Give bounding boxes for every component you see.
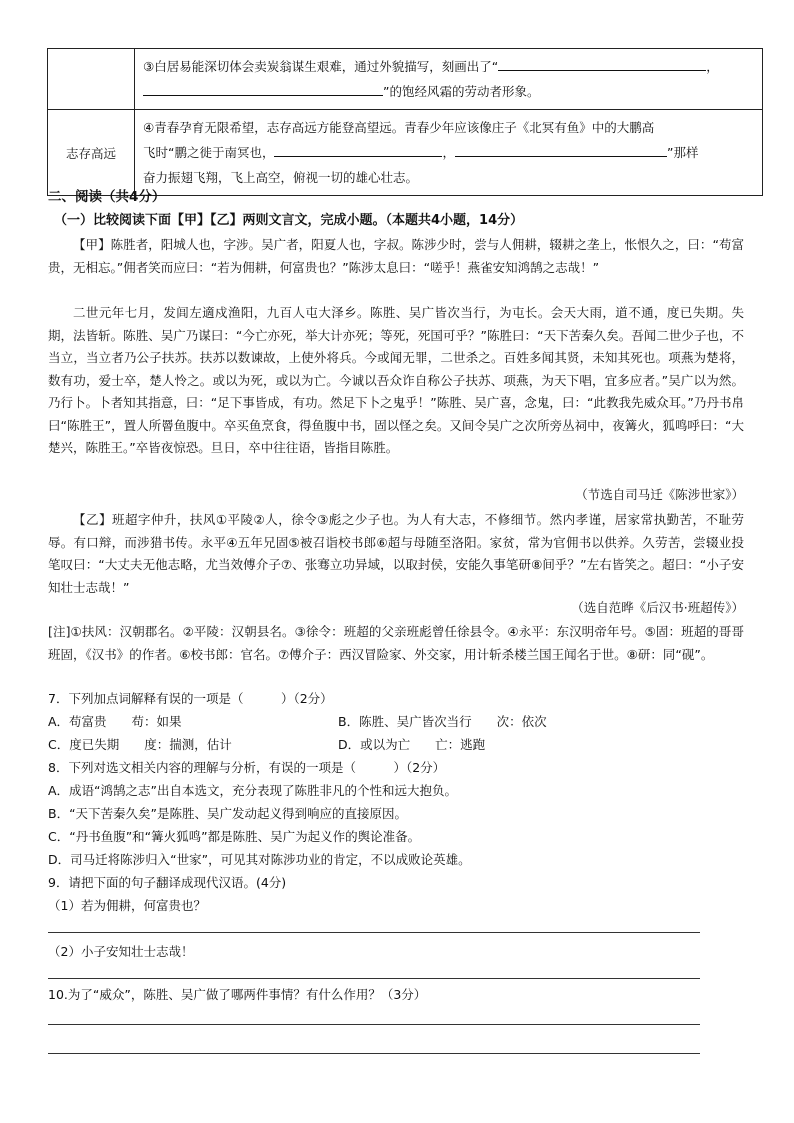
row2-text-2a: 飞时“鹏之徙于南冥也，	[143, 145, 275, 160]
answer-line[interactable]	[48, 1053, 700, 1054]
row1-text-b: ，	[706, 59, 719, 74]
row2-text-1: ④青春孕育无限希望，志存高远方能登高望远。青春少年应该像庄子《北冥有鱼》中的大鹏高	[143, 120, 655, 135]
table-category-cell	[48, 49, 135, 110]
q9-sentence-1: （1）若为佣耕，何富贵也？	[48, 898, 206, 913]
q7-option-c[interactable]: C．度已失期 度：揣测，估计	[48, 737, 232, 752]
row2-text-2b: ，	[442, 145, 455, 160]
answer-line[interactable]	[48, 1024, 700, 1025]
sub-heading: （一）比较阅读下面【甲】【乙】两则文言文，完成小题。（本题共4小题，14分）	[54, 213, 524, 228]
answer-line[interactable]	[48, 932, 700, 933]
passage-yi: 【乙】班超字仲升，扶风①平陵②人，徐令③彪之少子也。为人有大志，不修细节。然内孝谨，居家常执勤苦，不耻劳辱。有口辩，而涉猎书传。永平④五年兄固⑤被召诣校书郎⑥超与母随至洛阳。家贫，常为官佣书以供养。久劳苦，尝辍业投笔叹曰：“大丈夫无他志略，尤当效傅介子⑦、张骞立功异域，以取封侯，安能久事笔研⑧间乎？”左右皆笑之。超曰：“小子安知壮士志哉！”	[48, 512, 744, 595]
table-content-cell	[135, 49, 763, 110]
q9-stem: 9．请把下面的句子翻译成现代汉语。(4分)	[48, 875, 287, 890]
q10-stem: 10.为了“威众”，陈胜、吴广做了哪两件事情？有什么作用？（3分）	[48, 987, 427, 1002]
row2-text-3: 奋力振翅飞翔，飞上高空，俯视一切的雄心壮志。	[143, 170, 419, 185]
row1-text-a: ③白居易能深切体会卖炭翁谋生艰难，通过外貌描写，刻画出了“	[143, 59, 499, 74]
answer-blank[interactable]	[274, 142, 442, 157]
table-row	[48, 49, 763, 110]
q8-option-c[interactable]: C．“丹书鱼腹”和“篝火狐鸣”都是陈胜、吴广为起义作的舆论准备。	[48, 829, 421, 844]
answer-line[interactable]	[48, 978, 700, 979]
q9-sentence-2: （2）小子安知壮士志哉！	[48, 944, 194, 959]
table-category-cell: 志存高远	[48, 110, 135, 196]
q7-stem: 7．下列加点词解释有误的一项是（ ）（2分）	[48, 691, 333, 706]
table-row	[48, 110, 763, 196]
recitation-table	[47, 48, 763, 196]
source-jia: （节选自司马迁《陈涉世家》）	[575, 487, 744, 502]
q7-option-b[interactable]: B．陈胜、吴广皆次当行 次：依次	[338, 714, 547, 729]
table-content-cell	[135, 110, 763, 196]
q7-option-a[interactable]: A．苟富贵 苟：如果	[48, 714, 182, 729]
q8-option-a[interactable]: A．成语“鸿鹄之志”出自本选文，充分表现了陈胜非凡的个性和远大抱负。	[48, 783, 458, 798]
q8-stem: 8．下列对选文相关内容的理解与分析，有误的一项是（ ）（2分）	[48, 760, 446, 775]
answer-blank[interactable]	[498, 56, 706, 71]
notes: [注]①扶风：汉朝郡名。②平陵：汉朝县名。③徐令：班超的父亲班彪曾任徐县令。④永平：东汉明帝年号。⑤固：班超的哥哥班固，《汉书》的作者。⑥校书郎：官名。⑦傅介子：西汉冒险家、外交家，用计斩杀楼兰国王闻名于世。⑧研：同“砚”。	[48, 624, 744, 662]
passage-jia-p1: 【甲】陈胜者，阳城人也，字涉。吴广者，阳夏人也，字叔。陈涉少时，尝与人佣耕，辍耕之垄上，怅恨久之，曰：“苟富贵，无相忘。”佣者笑而应曰：“若为佣耕，何富贵也？”陈涉太息曰：“嗟乎！燕雀安知鸿鹄之志哉！”	[48, 237, 744, 275]
q8-option-d[interactable]: D．司马迁将陈涉归入“世家”，可见其对陈涉功业的肯定，不以成败论英雄。	[48, 852, 471, 867]
answer-blank[interactable]	[143, 81, 383, 96]
answer-blank[interactable]	[455, 142, 667, 157]
section-heading: 二、阅读（共4分）	[48, 189, 166, 205]
q8-option-b[interactable]: B．“天下苦秦久矣”是陈胜、吴广发动起义得到响应的直接原因。	[48, 806, 408, 821]
passage-jia-p2: 二世元年七月，发闾左適戍渔阳，九百人屯大泽乡。陈胜、吴广皆次当行，为屯长。会天大雨，道不通，度已失期。失期，法皆斩。陈胜、吴广乃谋曰：“今亡亦死，举大计亦死；等死，死国可乎？”陈胜曰：“天下苦秦久矣。吾闻二世少子也，不当立，当立者乃公子扶苏。扶苏以数谏故，上使外将兵。今或闻无罪，二世杀之。百姓多闻其贤，未知其死也。项燕为楚将，数有功，爱士卒，楚人怜之。或以为死，或以为亡。今诚以吾众诈自称公子扶苏、项燕，为天下唱，宜多应者。”吴广以为然。乃行卜。卜者知其指意，曰：“足下事皆成，有功。然足下卜之鬼乎！”陈胜、吴广喜，念鬼，曰：“此教我先威众耳。”乃丹书帛曰“陈胜王”，置人所罾鱼腹中。卒买鱼烹食，得鱼腹中书，固以怪之矣。又间令吴广之次所旁丛祠中，夜篝火，狐鸣呼曰：“大楚兴，陈胜王。”卒皆夜惊恐。旦日，卒中往往语，皆指目陈胜。	[48, 305, 744, 455]
row2-text-2c: ”那样	[667, 145, 699, 160]
row1-text-c: ”的饱经风霜的劳动者形象。	[383, 84, 540, 99]
q7-option-d[interactable]: D．或以为亡 亡：逃跑	[338, 737, 486, 752]
source-yi: （选自范晔《后汉书·班超传》）	[571, 600, 744, 615]
